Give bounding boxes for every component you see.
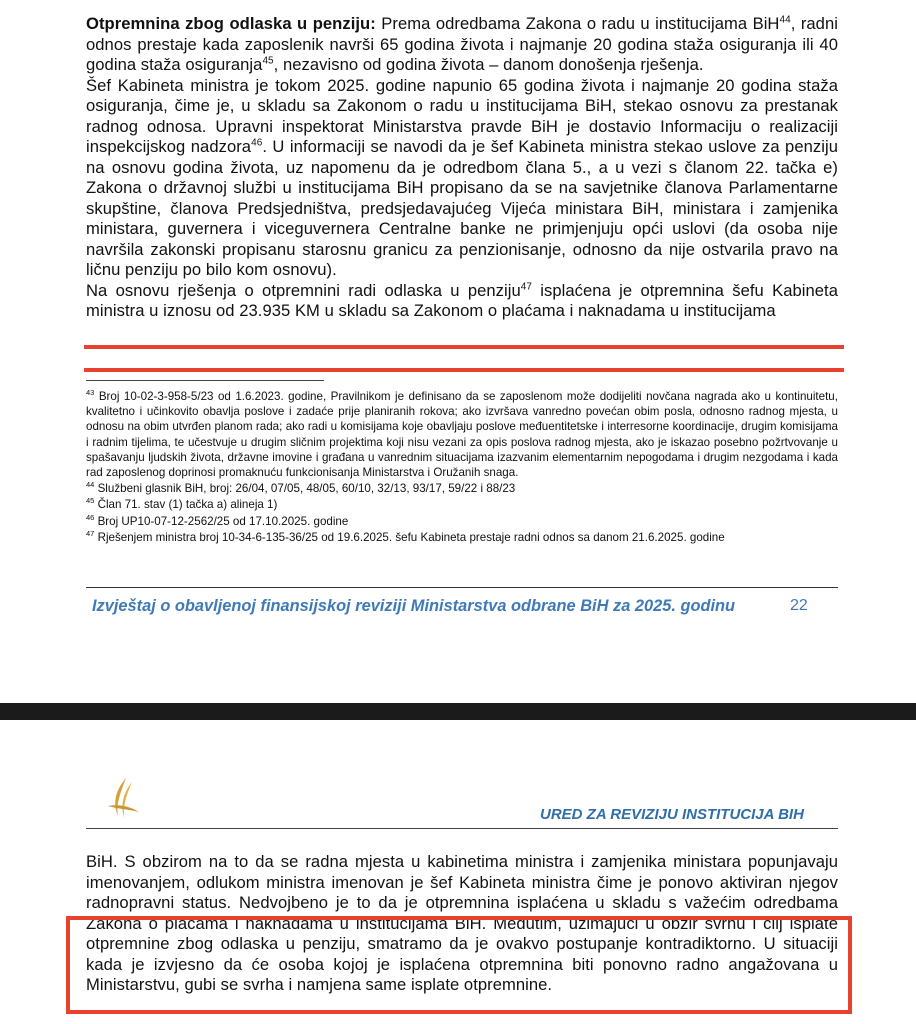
header-rule bbox=[86, 828, 838, 829]
footnote: $^{44}$ Službeni glasnik BiH, broj: 26/04, 07/05, 48/05, 60/10, 32/13, 93/17, 59/22 i 88/23 bbox=[86, 480, 516, 496]
footnotes bbox=[86, 389, 838, 546]
red-highlight-box bbox=[66, 916, 852, 1014]
page-number: 22 bbox=[790, 597, 808, 614]
page-gap bbox=[0, 703, 916, 720]
footer-rule bbox=[86, 587, 838, 588]
payment-paragraph: Na osnovu rješenja o otpremnini radi odlaska u penziju$^{47}$ isplaćena je otpremnina šefu Kabineta ministra u iznosu od 23.935 KM u skladu sa Zakonom o plaćama i naknadama u institucijama bbox=[86, 280, 838, 320]
footnote-ref: 46 bbox=[251, 137, 263, 149]
org-header-title: URED ZA REVIZIJU INSTITUCIJA BIH bbox=[540, 806, 804, 823]
paragraph-heading: Otpremnina zbog odlaska u penziju: bbox=[86, 14, 376, 33]
cabinet-chief-paragraph: Šef Kabineta ministra je tokom 2025. godine napunio 65 godina života i najmanje 20 godina staža osiguranja, čime je, u skladu sa Zakonom o radu u institucijama BiH, stekao osnovu za prestanak radnog odnosa. Upravni inspektorat Ministarstva pravde BiH je dostavio Informaciju o realizaciji inspekcijskog nadzora$^{46}$. U informaciji se navodi da je šef Kabineta ministra stekao uslove za penziju na osnovu godina života, uz napomenu da je odredbom člana 5., a u vezi s članom 22. tačka e) Zakona o državnoj službi u institucijama BiH propisano da se na savjetnike članova Parlamentarne skupštine, članova Predsjedništva, predsjedavajućeg Vijeća ministara BiH, ministara i zamjenika ministara, guvernera i viceguvernera Centralne banke ne primjenjuju opći uslovi (da osoba nije navršila zakonski propisanu starosnu granicu za penzionisanje, odnosno da nije ostvarila pravo na ličnu penziju po bilo kom osnovu). bbox=[86, 75, 838, 279]
footnote-ref: 44 bbox=[779, 14, 791, 26]
footnote-separator bbox=[86, 380, 324, 381]
footnote: $^{47}$ Rješenjem ministra broj 10-34-6-135-36/25 od 19.6.2025. šefu Kabineta prestaje radni odnos sa danom 21.6.2025. godine bbox=[86, 528, 725, 544]
severance-paragraph: Otpremnina zbog odlaska u penziju: Prema odredbama Zakona o radu u institucijama BiH$^{44}$, radni odnos prestaje kada zaposlenik navrši 65 godina života i najmanje 20 godina staža osiguranja ili 40 godina staža osiguranja$^{45}$, nezavisno od godina života – danom donošenja rješenja. bbox=[86, 14, 838, 74]
audit-office-logo-icon bbox=[106, 776, 140, 820]
red-underline-2 bbox=[84, 368, 844, 372]
red-underline-1 bbox=[84, 345, 844, 349]
footnote-ref: 45 bbox=[262, 55, 274, 67]
reemployment-paragraph: BiH. S obzirom na to da se radna mjesta u kabinetima ministra i zamjenika ministara popunjavaju imenovanjem, odlukom ministra imenovan je šef Kabineta ministra čime je ponovo aktiviran njegov radnopravni status. Nedvojbeno je to da je otpremnina isplaćena u skladu s važećim odredbama Zakona o plaćama i naknadama u institucijama BiH. Međutim, uzimajući u obzir svrhu i cilj isplate otpremnine zbog odlaska u penziju, smatramo da je ovakvo postupanje kontradiktorno. U situaciji kada je izvjesno da će osoba kojoj je isplaćena otpremnina biti ponovno radno angažovana u Ministarstvu, gubi se svrha i namjena same isplate otpremnine. bbox=[86, 852, 838, 994]
footnote: $^{43}$ Broj 10-02-3-958-5/23 od 1.6.2023. godine, Pravilnikom je definisano da se zaposlenom može dodijeliti novčana nagrada ako u kontinuitetu, kvalitetno i učinkovito obavlja poslove i zadaće prije planiranih rokova; ako izvršava vanredno povećan obim posla, odnosno radnog mjesta, u odnosu na obim utvrđen planom rada; ako radi u komisijama koje obavljaju poslove međuentitetske i interresorne koordinacije, drugim komisijama i radnim tijelima, te učestvuje u drugim sličnim projektima koji nisu vezani za opis poslova radnog mjesta, ako je iskazao posebno požrtvovanje u spašavanju ljudskih života, državne imovine i građana u vanrednim situacijama izazvanim elementarnim nepogodama i drugim nezgodama i kada rad zaposlenog doprinosi promaknuću funkcionisanja Ministarstva i Oružanih snaga. bbox=[86, 388, 838, 480]
footnote: $^{46}$ Broj UP10-07-12-2562/25 od 17.10.2025. godine bbox=[86, 512, 349, 528]
page22-body bbox=[86, 14, 838, 322]
boxed-conclusion: važećim odredbama Zakona o plaćama i naknadama u institucijama BiH. Međutim, uzimajući u obzir svrhu i cilj isplate otpremnine zbog odlaska u penziju, smatramo da je ovakvo postupanje kontradiktorno. U situaciji kada je izvjesno da će osoba kojoj je isplaćena otpremnina biti ponovno radno angažovana u Ministarstvu, gubi se svrha i namjena same isplate otpremnine. bbox=[86, 893, 838, 994]
footnote-ref: 47 bbox=[520, 280, 533, 292]
report-footer-title: Izvještaj o obavljenoj finansijskoj reviziji Ministarstva odbrane BiH za 2025. godinu bbox=[92, 597, 736, 615]
footnote: $^{45}$ Član 71. stav (1) tačka a) alineja 1) bbox=[86, 496, 278, 512]
